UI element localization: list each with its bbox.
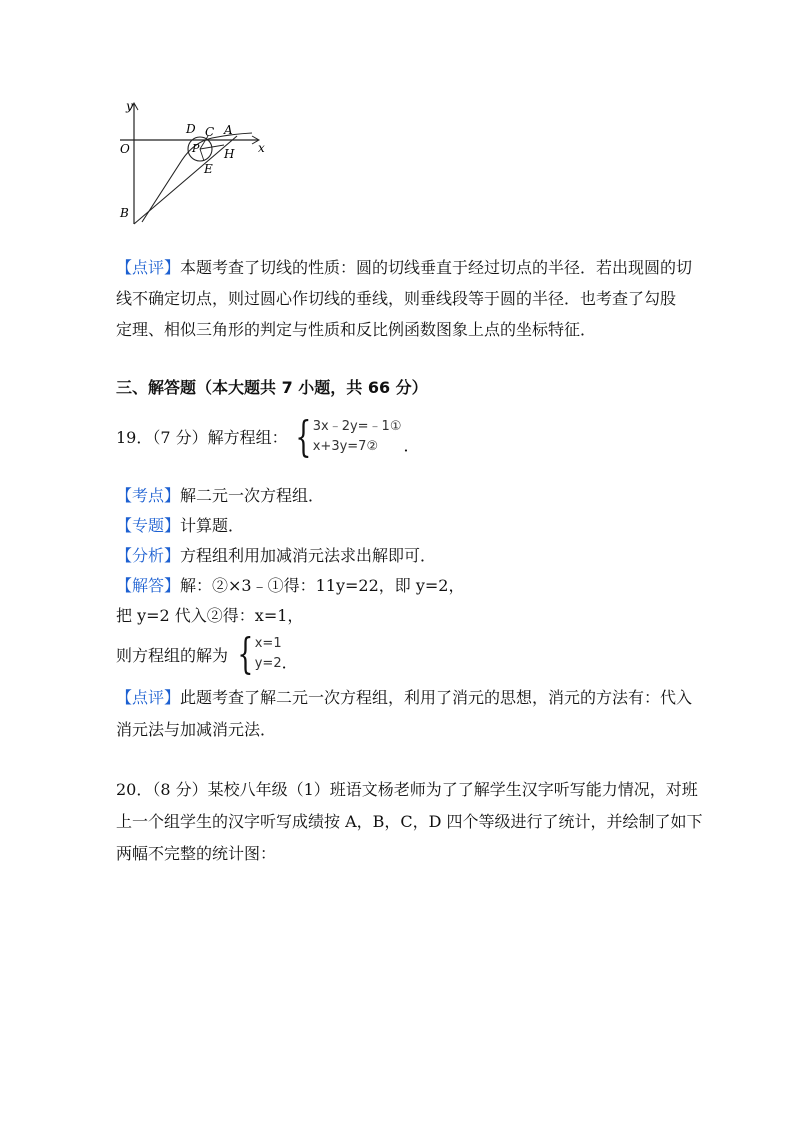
q19-sol2: y=2 — [254, 656, 282, 671]
geometry-figure — [112, 98, 272, 228]
label-x: x — [258, 141, 265, 155]
q19-dianping-line1 — [116, 688, 692, 708]
label-c: C — [205, 125, 215, 139]
q19-sol-end: ． — [281, 652, 298, 672]
review1-line2: 线不确定切点，则过圆心作切线的垂线，则垂线段等于圆的半径．也考查了勾股 — [116, 289, 677, 308]
label-h: H — [224, 147, 235, 161]
jieda-tag: 【解答】 — [116, 576, 181, 595]
q19-solution-prefix: 则方程组的解为 — [116, 646, 229, 665]
fenxi-tag: 【分析】 — [116, 546, 181, 565]
q19-substitute: 把 y=2 代入②得：x=1， — [116, 606, 304, 625]
review1-text1: 本题考查了切线的性质：圆的切线垂直于经过切点的半径．若出现圆的切 — [180, 258, 693, 277]
q20-line3: 两幅不完整的统计图： — [116, 844, 277, 863]
zhuanti-tag: 【专题】 — [116, 516, 181, 535]
q19-zhuanti — [116, 516, 244, 536]
label-b: B — [120, 206, 129, 220]
q19-eq2: x+3y=7② — [312, 439, 379, 454]
jieda-text: 解：②×3﹣①得：11y=22，即 y=2， — [180, 576, 465, 595]
q19-solution-brace: { — [237, 629, 254, 678]
dianping-tag: 【点评】 — [116, 688, 181, 707]
label-p: P — [192, 142, 200, 155]
line-ab — [134, 136, 237, 224]
q19-dianping-line2: 消元法与加减消元法． — [116, 720, 277, 739]
review1-line3: 定理、相似三角形的判定与性质和反比例函数图象上点的坐标特征． — [116, 320, 597, 339]
q19-stem: 19．（7 分）解方程组： — [116, 428, 288, 447]
q19-brace: { — [295, 412, 312, 461]
segment-pe — [200, 149, 204, 161]
kaodian-text: 解二元一次方程组． — [180, 486, 325, 505]
label-y: y — [126, 99, 133, 113]
q19-system — [290, 412, 420, 461]
label-a: A — [224, 123, 233, 137]
q19-solution-values — [255, 634, 282, 674]
q20-line1: 20．（8 分）某校八年级（1）班语文杨老师为了了解学生汉字听写能力情况，对班 — [116, 780, 698, 799]
label-o: O — [120, 142, 130, 156]
kaodian-tag: 【考点】 — [116, 486, 181, 505]
q19-eq1: 3x﹣2y=﹣1① — [312, 419, 402, 434]
q19-fenxi — [116, 546, 436, 566]
review1-tag: 【点评】 — [116, 258, 181, 277]
zhuanti-text: 计算题． — [180, 516, 245, 535]
q20-line2: 上一个组学生的汉字听写成绩按 A，B，C，D 四个等级进行了统计，并绘制了如下 — [116, 812, 703, 831]
section-heading: 三、解答题（本大题共 7 小题，共 66 分） — [116, 378, 428, 397]
q19-equations — [313, 417, 402, 457]
label-d: D — [186, 122, 196, 136]
label-e: E — [204, 162, 213, 176]
q19-sol1: x=1 — [254, 636, 282, 651]
q19-solution — [232, 629, 298, 678]
review1-line1 — [116, 258, 692, 278]
q19-end: ． — [403, 435, 420, 455]
q19-jieda — [116, 576, 464, 596]
dianping-text1: 此题考查了解二元一次方程组，利用了消元的思想，消元的方法有：代入 — [180, 688, 693, 707]
q19-kaodian — [116, 486, 324, 506]
fenxi-text: 方程组利用加减消元法求出解即可． — [180, 546, 437, 565]
